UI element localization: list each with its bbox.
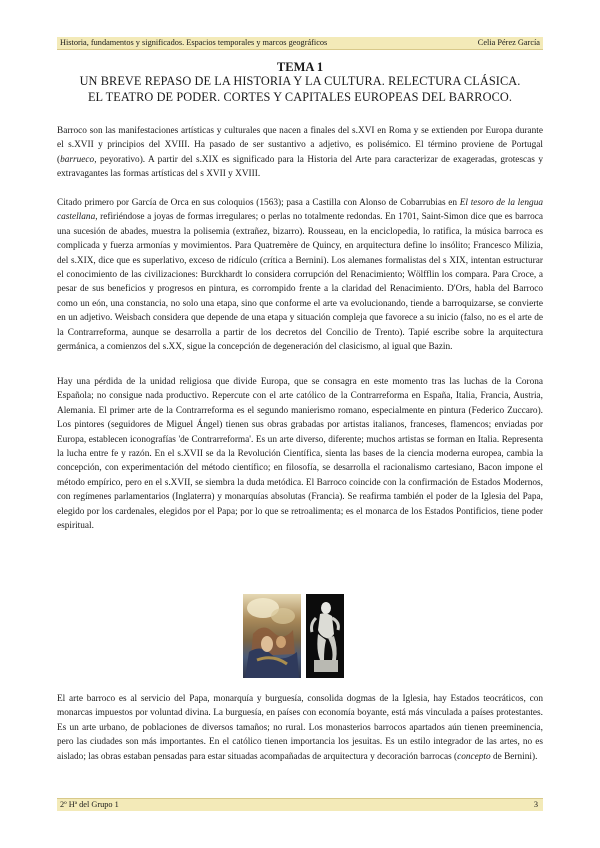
page-header [57, 37, 543, 50]
paragraph-3-text: Hay una pérdida de la unidad religiosa que divide Europa, que se consagra en este momento tras las luchas de la Corona Española; no consigue nada productivo. Repercute con el arte católico de la Contrarreforma en España, Italia, Francia, Austria, Alemania. El primer arte de la Contrarreforma es el segundo manierismo romano, especialmente en pintura (Federico Zuccaro). Los pintores (seguidores de Miguel Ángel) tienen sus obras grabadas por artistas italianos, franceses, flamencos; enviadas por Europa, establecen iconografías 'de Contrarreforma'. Es un arte diverso, diferente; muchos artistas se forman en Italia. Representa la lucha entre fe y razón. En el s.XVII se da la Revolución Científica, sienta las bases de la ciencia moderna europea, cambia la concepción, con experimentación del método científico; en filosofía, se desarrolla el racionalismo cartesiano, Bacon impone el método empírico, pero en el s.XVII, se siembra la duda metódica. El Barroco coincide con la confirmación de Estados Modernos, con regímenes parlamentarios (Inglaterra) y monarquías absolutas (Francia). Se reafirma también el poder de la Iglesia del Papa, elegido por los cardenales, elegidos por el Papa; por lo que se retroalimenta; es el monarca de los Estados Pontificios, tiene poder espiritual. [57, 377, 543, 532]
title-block [57, 60, 543, 105]
paragraph-3 [57, 375, 543, 533]
footer-group: 2º Hª del Grupo 1 [60, 800, 119, 809]
paragraph-2-text-a: Citado primero por García de Orca en sus coloquios (1563); pasa a Castilla con Alonso de Cobarrubias en [57, 198, 460, 208]
paragraph-2-book-title: El tesoro de la lengua castellana [57, 198, 543, 223]
baroque-painting-image [243, 594, 301, 678]
header-course-title: Historia, fundamentos y significados. Espacios temporales y marcos geográficos [60, 38, 328, 47]
paragraph-1-term: barrueco [60, 154, 95, 165]
page-number: 3 [533, 800, 538, 809]
page-footer [57, 798, 543, 811]
paragraph-1 [57, 124, 543, 182]
paragraph-4-text-a: El arte barroco es al servicio del Papa, monarquía y burguesía, consolida dogmas de la Iglesia, hay Estados teocráticos, con monarcas impuestos por voluntad divina. La burguesía, en países con economía boyante, está más vinculada a países protestantes. Es un arte urbano, de poblaciones de diversos tamaños; no rural. Los monasterios barrocos apartados aún tienen preeminencia, pero las ciudades son más importantes. En el católico tienen importancia los jesuitas. Es un estilo integrador de las artes, no es aislado; las obras estaban pensadas para estar situadas acompañadas de arquitectura y decoración barrocas ( [57, 694, 543, 762]
header-author: Celia Pérez García [477, 38, 540, 47]
paragraph-4-term: concepto [457, 751, 491, 762]
title-line-2: EL TEATRO DE PODER. CORTES Y CAPITALES EUROPEAS DEL BARROCO. [87, 89, 513, 104]
artwork-images [0, 594, 600, 678]
paragraph-4-text-b: de Bernini). [490, 751, 538, 762]
paragraph-2-text-b: , refiriéndose a joyas de formas irregulares; o perlas no totalmente redondas. En 1701, Saint-Simon dice que es barroca una sucesión de abades, muestra la polisemia (extrañez, bizarro). Rousseau, en la enciclopedia, lo ratifica, la música barroca es complicada y fuerza armonías y movimientos. Para Quatremère de Quincy, en arquitectura define lo insólito; Francesco Milizia, del s.XIX, dice que es superlativo, exceso de ridículo (crítica a Bernini). Los alemanes formalistas del s XIX, intentan estructurar el conocimiento de las civilizaciones: Burckhardt lo considera corrupción del Renacimiento; Wölfflin los compara. Para Croce, a pesar de sus beneficios y progresos en pintura, es corrompido frente a la claridad del Renacimiento. D'Ors, habla del Barroco como un eón, una constancia, no solo una etapa, sino que conforme el arte va evolucionando, tiende a barroquizarse, se convierte en un adjetivo. Weisbach considera que depende de una etapa y situación compleja que favorece a su inicio (falso, no es el arte de la Contrarreforma, aunque se desarrolla a partir de los decretos del Concilio de Trento). Tapié escribe sobre la arquitectura germánica, a comienzos del s.XX, sigue la concepción de degeneración del clasicismo, al igual que Bazin. [57, 212, 543, 353]
paragraph-2 [57, 196, 543, 354]
tema-number: TEMA 1 [276, 60, 324, 74]
paragraph-1-text-a: Barroco son las manifestaciones artísticas y culturales que nacen a finales del s.XVI en Roma y se extienden por Europa durante el s.XVII y principios del XVIII. Ha pasado de ser sustantivo a adjetivo, es polisémico. El término proviene de Portugal ( [57, 126, 543, 165]
paragraph-4 [57, 692, 543, 764]
title-line-1: UN BREVE REPASO DE LA HISTORIA Y LA CULTURA. RELECTURA CLÁSICA. [79, 74, 521, 88]
paragraph-1-text-b: , peyorativo). A partir del s.XIX es significado para la Historia del Arte para caracterizar de exageradas, grotescas y extravagantes las formas artísticas del s XVII y XVIII. [57, 154, 543, 180]
baroque-sculpture-image [306, 594, 344, 678]
